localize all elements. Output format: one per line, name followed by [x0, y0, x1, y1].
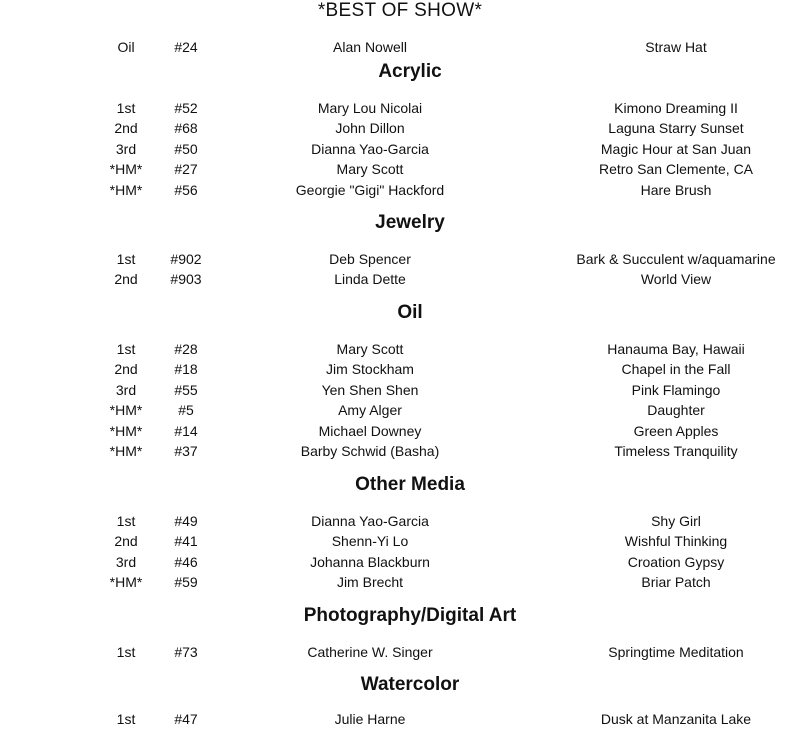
table-row [0, 574, 800, 594]
entry-number-cell: #27 [174, 161, 198, 177]
work-title-cell: Timeless Tranquility [614, 443, 738, 459]
table-row [0, 271, 800, 291]
work-title-cell: Shy Girl [651, 513, 701, 529]
section-heading-photography-digital-art: Photography/Digital Art [303, 605, 517, 626]
entry-number-cell: #56 [174, 182, 198, 198]
artist-cell: Amy Alger [338, 402, 402, 418]
place-cell: 1st [116, 711, 136, 727]
work-title-cell: Chapel in the Fall [621, 361, 731, 377]
work-title-cell: World View [640, 271, 712, 287]
table-row [0, 513, 800, 533]
place-cell: *HM* [109, 182, 143, 198]
place-cell: 1st [116, 644, 136, 660]
artist-cell: Georgie "Gigi" Hackford [295, 182, 445, 198]
table-row [0, 711, 800, 731]
place-cell: 1st [116, 341, 136, 357]
entry-number-cell: #41 [174, 533, 198, 549]
artist-cell: Mary Lou Nicolai [317, 100, 423, 116]
entry-number-cell: #903 [170, 271, 202, 287]
place-cell: 3rd [115, 382, 137, 398]
table-row [0, 161, 800, 181]
table-row [0, 423, 800, 443]
table-row [0, 182, 800, 202]
work-title-cell: Straw Hat [645, 39, 707, 55]
entry-number-cell: #50 [174, 141, 198, 157]
work-title-cell: Green Apples [633, 423, 719, 439]
entry-number-cell: #55 [174, 382, 198, 398]
artist-cell: Mary Scott [336, 341, 404, 357]
place-cell: Oil [117, 39, 135, 55]
best-of-show-row [0, 39, 800, 59]
table-row [0, 443, 800, 463]
place-cell: 1st [116, 100, 136, 116]
artist-cell: Julie Harne [334, 711, 406, 727]
work-title-cell: Springtime Meditation [608, 644, 744, 660]
table-row [0, 533, 800, 553]
table-row [0, 382, 800, 402]
work-title-cell: Hare Brush [640, 182, 712, 198]
entry-number-cell: #49 [174, 513, 198, 529]
work-title-cell: Retro San Clemente, CA [598, 161, 754, 177]
artist-cell: Catherine W. Singer [307, 644, 433, 660]
place-cell: 1st [116, 513, 136, 529]
work-title-cell: Briar Patch [641, 574, 711, 590]
place-cell: 2nd [114, 533, 138, 549]
entry-number-cell: #5 [178, 402, 194, 418]
work-title-cell: Kimono Dreaming II [614, 100, 738, 116]
table-row [0, 141, 800, 161]
artist-cell: Mary Scott [336, 161, 404, 177]
artist-cell: Shenn-Yi Lo [331, 533, 409, 549]
place-cell: *HM* [109, 443, 143, 459]
place-cell: 2nd [114, 361, 138, 377]
table-row [0, 251, 800, 271]
artist-cell: Alan Nowell [333, 39, 407, 55]
entry-number-cell: #14 [174, 423, 198, 439]
section-heading-oil: Oil [397, 302, 423, 323]
entry-number-cell: #73 [174, 644, 198, 660]
artist-cell: Michael Downey [318, 423, 422, 439]
artist-cell: Deb Spencer [329, 251, 411, 267]
table-row [0, 554, 800, 574]
place-cell: *HM* [109, 423, 143, 439]
entry-number-cell: #18 [174, 361, 198, 377]
work-title-cell: Croation Gypsy [627, 554, 725, 570]
artist-cell: Yen Shen Shen [321, 382, 419, 398]
artist-cell: John Dillon [335, 120, 405, 136]
artist-cell: Dianna Yao-Garcia [311, 141, 429, 157]
work-title-cell: Dusk at Manzanita Lake [600, 711, 752, 727]
page-title: *BEST OF SHOW* [317, 0, 483, 21]
artist-cell: Linda Dette [334, 271, 406, 287]
entry-number-cell: #46 [174, 554, 198, 570]
place-cell: *HM* [109, 161, 143, 177]
work-title-cell: Magic Hour at San Juan [600, 141, 752, 157]
entry-number-cell: #68 [174, 120, 198, 136]
table-row [0, 402, 800, 422]
place-cell: 2nd [114, 271, 138, 287]
section-heading-watercolor: Watercolor [360, 674, 460, 695]
table-row [0, 120, 800, 140]
section-heading-acrylic: Acrylic [378, 61, 442, 82]
place-cell: 2nd [114, 120, 138, 136]
section-heading-other-media: Other Media [355, 474, 465, 495]
work-title-cell: Hanauma Bay, Hawaii [607, 341, 745, 357]
place-cell: *HM* [109, 402, 143, 418]
entry-number-cell: #24 [174, 39, 198, 55]
place-cell: 3rd [115, 141, 137, 157]
entry-number-cell: #902 [170, 251, 202, 267]
place-cell: 1st [116, 251, 136, 267]
table-row [0, 644, 800, 664]
work-title-cell: Pink Flamingo [631, 382, 721, 398]
artist-cell: Dianna Yao-Garcia [311, 513, 429, 529]
artist-cell: Barby Schwid (Basha) [300, 443, 440, 459]
entry-number-cell: #37 [174, 443, 198, 459]
artist-cell: Johanna Blackburn [310, 554, 430, 570]
entry-number-cell: #52 [174, 100, 198, 116]
table-row [0, 341, 800, 361]
place-cell: 3rd [115, 554, 137, 570]
artist-cell: Jim Stockham [326, 361, 414, 377]
section-heading-jewelry: Jewelry [375, 212, 445, 233]
entry-number-cell: #59 [174, 574, 198, 590]
table-row [0, 361, 800, 381]
work-title-cell: Laguna Starry Sunset [608, 120, 744, 136]
place-cell: *HM* [109, 574, 143, 590]
artist-cell: Jim Brecht [336, 574, 404, 590]
table-row [0, 100, 800, 120]
work-title-cell: Bark & Succulent w/aquamarine [576, 251, 776, 267]
entry-number-cell: #47 [174, 711, 198, 727]
work-title-cell: Daughter [647, 402, 705, 418]
entry-number-cell: #28 [174, 341, 198, 357]
work-title-cell: Wishful Thinking [624, 533, 728, 549]
